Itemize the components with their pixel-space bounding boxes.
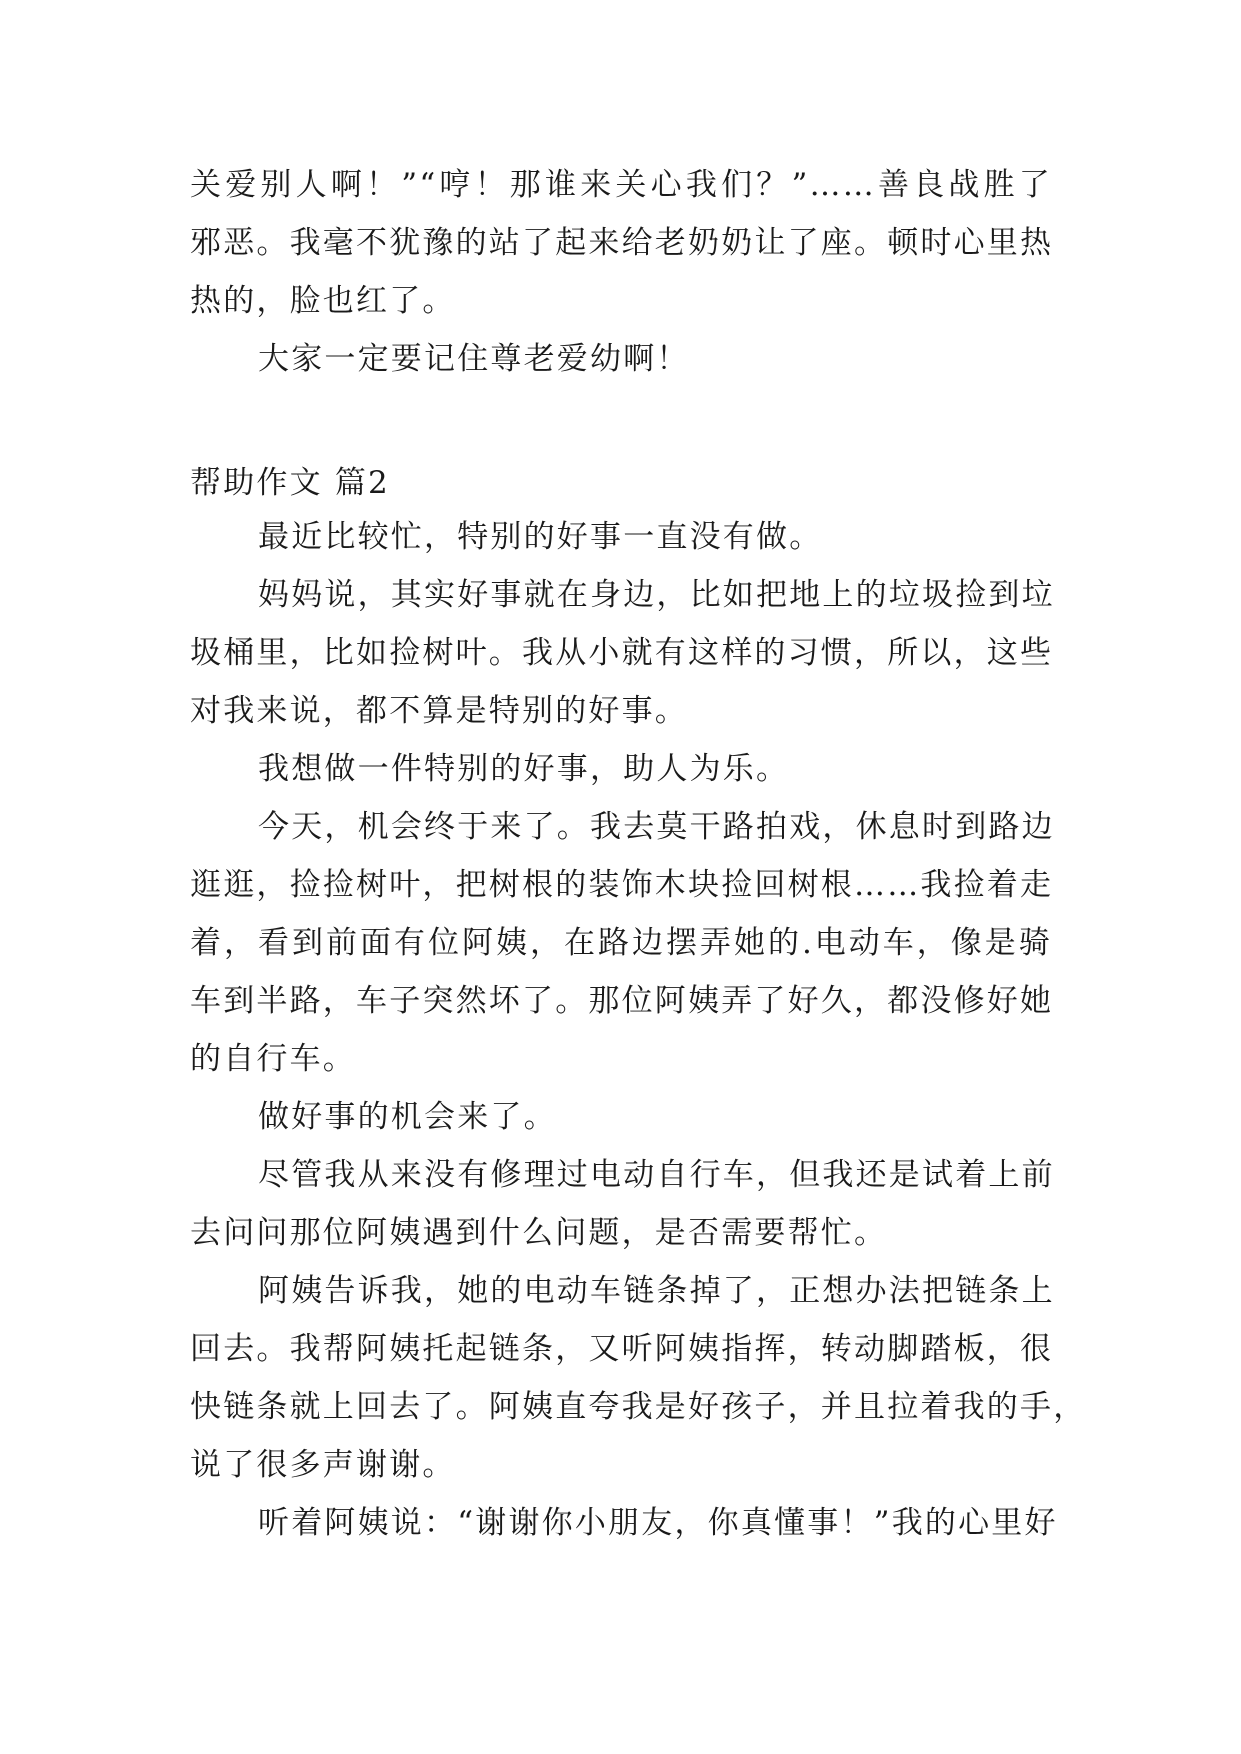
paragraph-line: 最近比较忙，特别的好事一直没有做。 [258,519,823,555]
paragraph-line: 逛逛，捡捡树叶，把树根的装饰木块捡回树根……我捡着走 [190,867,1054,903]
paragraph-line: 今天，机会终于来了。我去莫干路拍戏，休息时到路边 [258,809,1055,845]
paragraph-line: 尽管我从来没有修理过电动自行车，但我还是试着上前 [258,1157,1055,1193]
paragraph-line: 邪恶。我毫不犹豫的站了起来给老奶奶让了座。顿时心里热 [190,225,1054,261]
paragraph-line: 我想做一件特别的好事，助人为乐。 [258,751,790,787]
paragraph-line: 圾桶里，比如捡树叶。我从小就有这样的习惯，所以，这些 [190,635,1054,671]
paragraph-line: 做好事的机会来了。 [258,1099,557,1135]
section-heading: 帮助作文 篇2 [190,465,390,501]
paragraph-line: 的自行车。 [190,1041,356,1077]
paragraph-line: 车到半路，车子突然坏了。那位阿姨弄了好久，都没修好她 [190,983,1054,1019]
paragraph-line: 着，看到前面有位阿姨，在路边摆弄她的.电动车，像是骑 [190,925,1052,961]
paragraph-line: 阿姨告诉我，她的电动车链条掉了，正想办法把链条上 [258,1273,1055,1309]
paragraph-line: 大家一定要记住尊老爱幼啊！ [258,341,690,377]
paragraph-line: 热的，脸也红了。 [190,283,456,319]
paragraph-line: 回去。我帮阿姨托起链条，又听阿姨指挥，转动脚踏板，很 [190,1331,1054,1367]
paragraph-line: 对我来说，都不算是特别的好事。 [190,693,688,729]
paragraph-line: 妈妈说，其实好事就在身边，比如把地上的垃圾捡到垃 [258,577,1055,613]
paragraph-line: 快链条就上回去了。阿姨直夸我是好孩子，并且拉着我的手， [190,1389,1087,1425]
paragraph-line: 去问问那位阿姨遇到什么问题，是否需要帮忙。 [190,1215,888,1251]
paragraph-line: 听着阿姨说：“谢谢你小朋友，你真懂事！”我的心里好 [258,1505,1058,1541]
paragraph-line: 说了很多声谢谢。 [190,1447,456,1483]
paragraph-line: 关爱别人啊！”“哼！那谁来关心我们？”……善良战胜了 [190,167,1052,203]
